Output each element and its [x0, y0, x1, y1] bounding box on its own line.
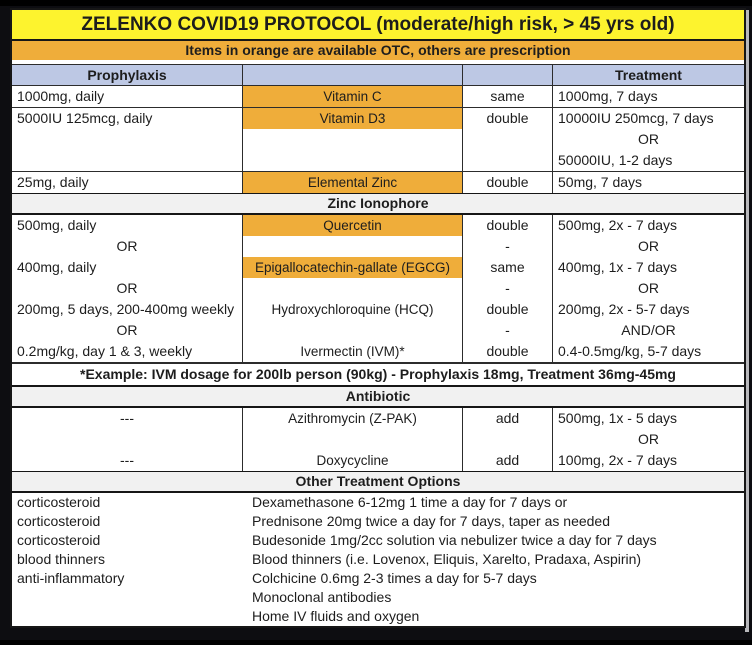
- antibiotic-body: [12, 408, 744, 471]
- top-black-bar: [0, 0, 752, 6]
- vitamin-d3-name-cell: [242, 108, 462, 171]
- quercetin-prophylaxis: 500mg, daily: [17, 217, 97, 233]
- other-description: Colchicine 0.6mg 2-3 times a day for 5-7 days: [252, 570, 537, 586]
- antibiotic-change-col: [462, 408, 552, 471]
- vitamin-c-prophylaxis: 1000mg, daily: [17, 88, 105, 104]
- quercetin-treatment: 500mg, 2x - 7 days: [558, 217, 678, 233]
- egcg-name: Epigallocatechin-gallate (EGCG): [243, 257, 462, 278]
- col-header-prophylaxis: Prophylaxis: [87, 67, 167, 83]
- ivermectin-treatment: 0.4-0.5mg/kg, 5-7 days: [558, 343, 702, 359]
- other-description: Monoclonal antibodies: [252, 589, 392, 605]
- other-treatments-body: [12, 493, 744, 626]
- dash-label: -: [505, 238, 510, 254]
- hcq-prophylaxis: 200mg, 5 days, 200-400mg weekly: [17, 301, 235, 317]
- vitamin-d3-change-cell: [462, 108, 552, 171]
- azithromycin-prophylaxis: ---: [120, 410, 134, 426]
- other-description: Prednisone 20mg twice a day for 7 days, taper as needed: [252, 513, 610, 529]
- vitamin-d3-name: Vitamin D3: [243, 108, 462, 129]
- or-label: OR: [638, 238, 659, 254]
- vitamin-c-name: Vitamin C: [242, 86, 462, 107]
- ivermectin-prophylaxis: 0.2mg/kg, day 1 & 3, weekly: [17, 343, 193, 359]
- vitamin-d3-treatment-1: 10000IU 250mcg, 7 days: [558, 110, 714, 126]
- other-category: corticosteroid: [17, 513, 101, 529]
- doxycycline-prophylaxis: ---: [120, 452, 134, 468]
- doxycycline-change: add: [495, 452, 520, 468]
- hcq-change: double: [486, 301, 529, 317]
- col-header-treatment: Treatment: [552, 65, 744, 85]
- zinc-ionophore-medication-col: [242, 215, 462, 362]
- zinc-ionophore-prophylaxis-col: [12, 215, 242, 362]
- or-label: OR: [638, 431, 659, 447]
- or-label: OR: [116, 280, 138, 296]
- col-header-change: [462, 65, 552, 85]
- antibiotic-treatment-col: [552, 408, 744, 471]
- and-or-label: AND/OR: [621, 322, 676, 338]
- zinc-prophylaxis: 25mg, daily: [17, 174, 89, 190]
- vitamin-d3-prophylaxis-cell: [12, 108, 242, 171]
- otc-notice: Items in orange are available OTC, others are prescription: [12, 41, 744, 60]
- zinc-ionophore-change-col: [462, 215, 552, 362]
- egcg-change: same: [490, 259, 525, 275]
- vitamin-d3-or: OR: [638, 131, 659, 147]
- quercetin-name: Quercetin: [243, 215, 462, 236]
- row-vitamin-d3: [12, 108, 744, 172]
- hcq-treatment: 200mg, 2x - 5-7 days: [558, 301, 690, 317]
- or-label: OR: [116, 238, 138, 254]
- ivm-footnote: *Example: IVM dosage for 200lb person (90kg) - Prophylaxis 18mg, Treatment 36mg-45mg: [12, 363, 744, 386]
- vitamin-c-change: same: [462, 86, 552, 107]
- or-label: OR: [116, 322, 138, 338]
- row-vitamin-c: [12, 86, 744, 108]
- dash-label: -: [505, 280, 510, 296]
- doxycycline-name: Doxycycline: [316, 453, 389, 468]
- section-header-antibiotic: Antibiotic: [12, 386, 744, 408]
- section-header-zinc-ionophore: Zinc Ionophore: [12, 193, 744, 215]
- other-description: Budesonide 1mg/2cc solution via nebulizer twice a day for 7 days: [252, 532, 657, 548]
- zinc-ionophore-treatment-col: [552, 215, 744, 362]
- col-header-medication: [242, 65, 462, 85]
- antibiotic-medication-col: [242, 408, 462, 471]
- row-elemental-zinc: [12, 172, 744, 193]
- antibiotic-prophylaxis-col: [12, 408, 242, 471]
- vitamin-d3-change: double: [486, 110, 529, 126]
- other-description: Dexamethasone 6-12mg 1 time a day for 7 days or: [252, 494, 568, 510]
- other-category: corticosteroid: [17, 494, 101, 510]
- zinc-change: double: [462, 172, 552, 193]
- vitamin-d3-treatment-cell: [552, 108, 744, 171]
- other-category: [12, 588, 247, 607]
- azithromycin-change: add: [495, 410, 520, 426]
- egcg-treatment: 400mg, 1x - 7 days: [558, 259, 678, 275]
- other-category: [12, 607, 247, 626]
- other-description: Blood thinners (i.e. Lovenox, Eliquis, Xarelto, Pradaxa, Aspirin): [252, 551, 642, 567]
- other-category: blood thinners: [17, 551, 105, 567]
- other-category: anti-inflammatory: [17, 570, 125, 586]
- page-title: ZELENKO COVID19 PROTOCOL (moderate/high risk, > 45 yrs old): [12, 10, 744, 41]
- other-description-col: [247, 493, 744, 626]
- vitamin-c-treatment: 1000mg, 7 days: [552, 86, 744, 107]
- hcq-name: Hydroxychloroquine (HCQ): [271, 302, 434, 317]
- other-description: Home IV fluids and oxygen: [252, 608, 420, 624]
- dash-label: -: [505, 322, 510, 338]
- column-header-row: [12, 65, 744, 86]
- or-label: OR: [638, 280, 659, 296]
- zinc-name: Elemental Zinc: [242, 172, 462, 193]
- other-category: corticosteroid: [17, 532, 101, 548]
- quercetin-change: double: [486, 217, 529, 233]
- ivermectin-change: double: [486, 343, 529, 359]
- vitamin-d3-prophylaxis: 5000IU 125mcg, daily: [17, 110, 153, 126]
- zinc-ionophore-body: [12, 215, 744, 363]
- section-header-other-treatments: Other Treatment Options: [12, 471, 744, 493]
- vitamin-d3-treatment-2: 50000IU, 1-2 days: [558, 152, 673, 168]
- azithromycin-name: Azithromycin (Z-PAK): [288, 411, 417, 426]
- ivermectin-name: Ivermectin (IVM)*: [300, 344, 405, 359]
- bottom-black-bar: [0, 640, 752, 645]
- egcg-prophylaxis: 400mg, daily: [17, 259, 97, 275]
- protocol-table: [10, 8, 746, 628]
- azithromycin-treatment: 500mg, 1x - 5 days: [558, 410, 678, 426]
- doxycycline-treatment: 100mg, 2x - 7 days: [558, 452, 678, 468]
- zinc-treatment: 50mg, 7 days: [552, 172, 744, 193]
- other-category-col: [12, 493, 247, 626]
